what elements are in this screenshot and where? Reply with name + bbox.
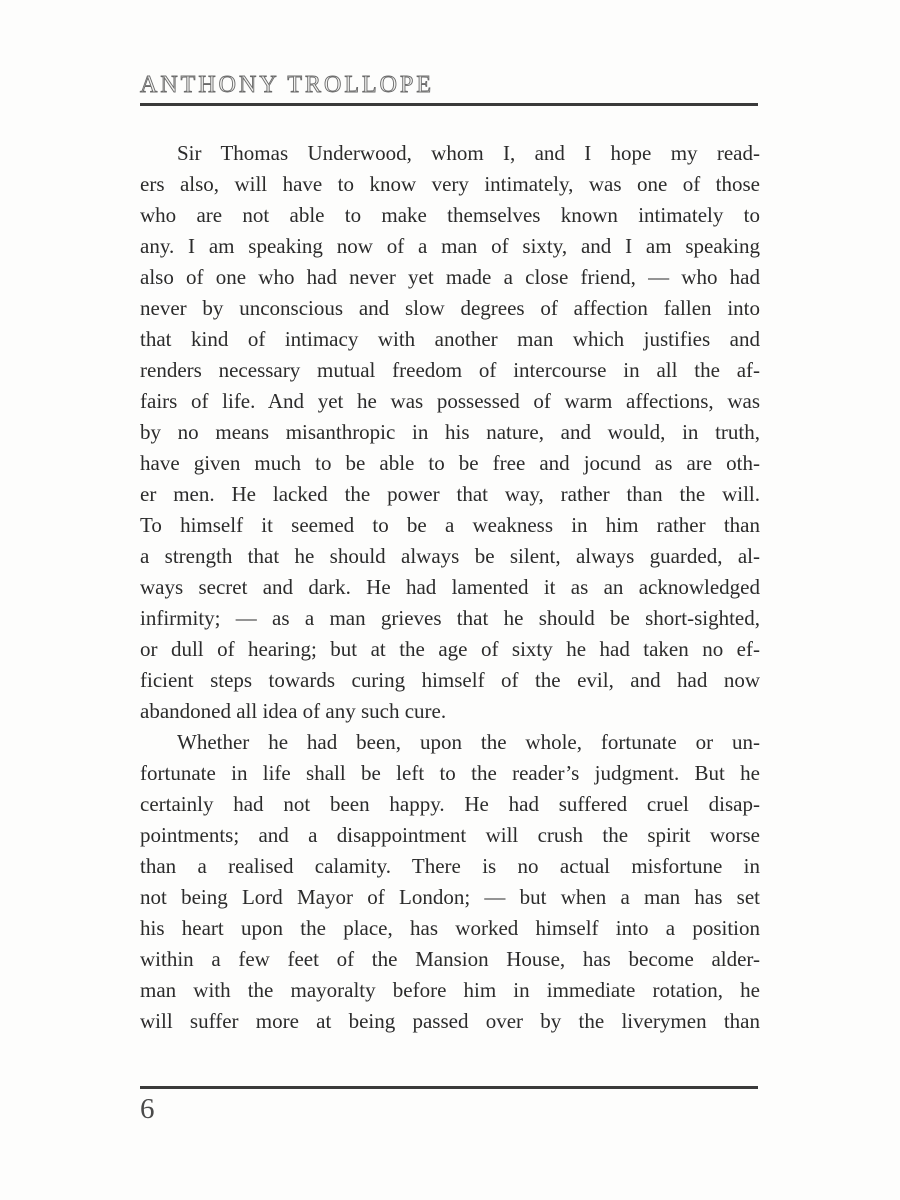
- paragraph: [140, 138, 760, 727]
- text-line: man with the mayoralty before him in immediate rotation, he: [140, 978, 760, 1002]
- running-header-author: ANTHONY TROLLOPE: [140, 72, 434, 98]
- text-line: er men. He lacked the power that way, rather than the will.: [140, 482, 760, 506]
- text-line: Whether he had been, upon the whole, fortunate or un-: [177, 730, 760, 754]
- text-line: a strength that he should always be silent, always guarded, al-: [140, 544, 760, 568]
- text-line: Sir Thomas Underwood, whom I, and I hope my read-: [177, 141, 760, 165]
- text-line: within a few feet of the Mansion House, has become alder-: [140, 947, 760, 971]
- page-number: 6: [140, 1093, 155, 1125]
- text-line: by no means misanthropic in his nature, and would, in truth,: [140, 420, 760, 444]
- text-line: certainly had not been happy. He had suffered cruel disap-: [140, 792, 760, 816]
- text-line: pointments; and a disappointment will crush the spirit worse: [140, 823, 760, 847]
- text-line: his heart upon the place, has worked himself into a position: [140, 916, 760, 940]
- text-line: or dull of hearing; but at the age of sixty he had taken no ef-: [140, 637, 760, 661]
- text-line: infirmity; — as a man grieves that he should be short-sighted,: [140, 606, 760, 630]
- text-line: ficient steps towards curing himself of the evil, and had now: [140, 668, 760, 692]
- text-line: fortunate in life shall be left to the reader’s judgment. But he: [140, 761, 760, 785]
- text-line: not being Lord Mayor of London; — but when a man has set: [140, 885, 760, 909]
- paragraph: [140, 727, 760, 1037]
- page-text: [140, 138, 760, 1037]
- text-line: any. I am speaking now of a man of sixty, and I am speaking: [140, 234, 760, 258]
- footer-rule: [140, 1086, 758, 1089]
- text-line: will suffer more at being passed over by the liverymen than: [140, 1009, 760, 1033]
- text-line: abandoned all idea of any such cure.: [140, 699, 447, 723]
- text-line: who are not able to make themselves known intimately to: [140, 203, 760, 227]
- text-line: that kind of intimacy with another man which justifies and: [140, 327, 760, 351]
- header-rule: [140, 103, 758, 106]
- text-line: renders necessary mutual freedom of intercourse in all the af-: [140, 358, 760, 382]
- text-line: than a realised calamity. There is no actual misfortune in: [140, 854, 760, 878]
- text-line: ways secret and dark. He had lamented it as an acknowledged: [140, 575, 760, 599]
- text-line: To himself it seemed to be a weakness in him rather than: [140, 513, 760, 537]
- text-line: have given much to be able to be free and jocund as are oth-: [140, 451, 760, 475]
- text-line: fairs of life. And yet he was possessed of warm affections, was: [140, 389, 760, 413]
- text-line: also of one who had never yet made a close friend, — who had: [140, 265, 760, 289]
- text-line: never by unconscious and slow degrees of affection fallen into: [140, 296, 760, 320]
- text-line: ers also, will have to know very intimately, was one of those: [140, 172, 760, 196]
